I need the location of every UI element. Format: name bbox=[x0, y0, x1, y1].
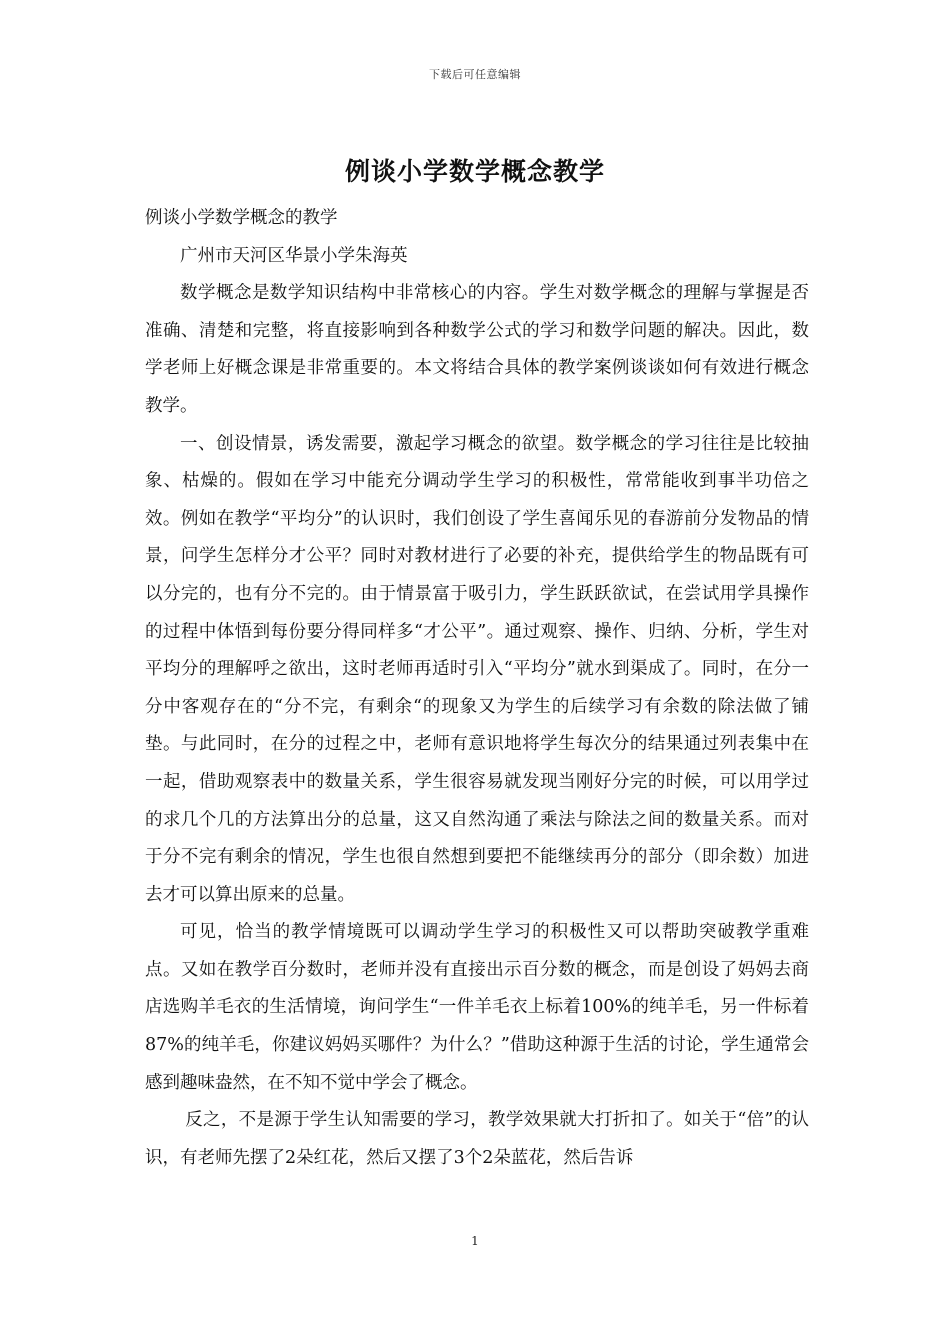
document-title: 例谈小学数学概念教学 bbox=[344, 157, 605, 186]
document-body bbox=[145, 200, 809, 1177]
paragraph: 数学概念是数学知识结构中非常核心的内容。学生对数学概念的理解与掌握是否准确、清楚和完整，将直接影响到各种数学公式的学习和数学问题的解决。因此，数学老师上好概念课是非常重要的。本文将结合具体的教学案例谈谈如何有效进行概念教学。 bbox=[145, 283, 809, 416]
paragraph: 反之，不是源于学生认知需要的学习，教学效果就大打折扣了。如关于“倍”的认识，有老师先摆了2朵红花，然后又摆了3个2朵蓝花，然后告诉 bbox=[145, 1110, 809, 1168]
page-header: 下载后可任意编辑 bbox=[429, 68, 521, 81]
author-line: 广州市天河区华景小学朱海英 bbox=[180, 245, 408, 266]
page-number: 1 bbox=[471, 1234, 479, 1248]
paragraph: 可见，恰当的教学情境既可以调动学生学习的积极性又可以帮助突破教学重难点。又如在教学百分数时，老师并没有直接出示百分数的概念，而是创设了妈妈去商店选购羊毛衣的生活情境，询问学生“一件羊毛衣上标着100%的纯羊毛，另一件标着87%的纯羊毛，你建议妈妈买哪件？为什么？”借助这种源于生活的讨论，学生通常会感到趣味盎然，在不知不觉中学会了概念。 bbox=[145, 922, 809, 1093]
paragraph: 一、创设情景，诱发需要，激起学习概念的欲望。数学概念的学习往往是比较抽象、枯燥的。假如在学习中能充分调动学生学习的积极性，常常能收到事半功倍之效。例如在教学“平均分”的认识时，我们创设了学生喜闻乐见的春游前分发物品的情景，问学生怎样分才公平？同时对教材进行了必要的补充，提供给学生的物品既有可以分完的，也有分不完的。由于情景富于吸引力，学生跃跃欲试，在尝试用学具操作的过程中体悟到每份要分得同样多“才公平”。通过观察、操作、归纳、分析，学生对平均分的理解呼之欲出，这时老师再适时引入“平均分”就水到渠成了。同时，在分一分中客观存在的“分不完，有剩余“的现象又为学生的后续学习有余数的除法做了铺垫。与此同时，在分的过程之中，老师有意识地将学生每次分的结果通过列表集中在一起，借助观察表中的数量关系，学生很容易就发现当刚好分完的时候，可以用学过的求几个几的方法算出分的总量，这又自然沟通了乘法与除法之间的数量关系。而对于分不完有剩余的情况，学生也很自然想到要把不能继续再分的部分（即余数）加进去才可以算出原来的总量。 bbox=[145, 433, 809, 905]
document-subtitle: 例谈小学数学概念的教学 bbox=[145, 208, 338, 228]
